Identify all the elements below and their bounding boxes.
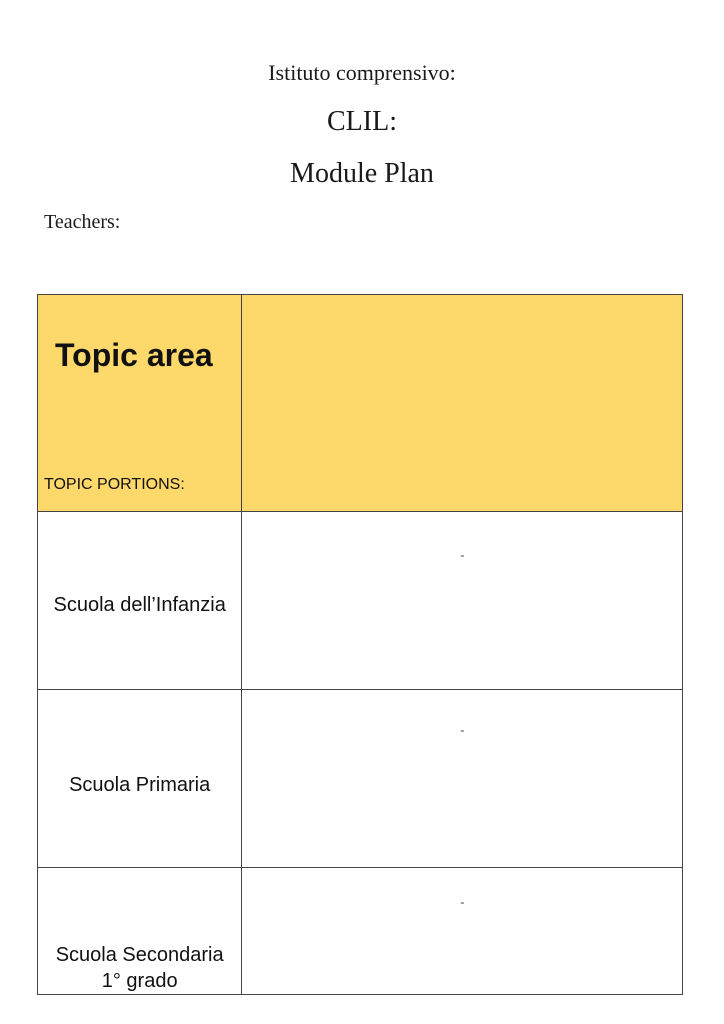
- module-plan-title: Module Plan: [290, 158, 434, 189]
- level-label-primaria: Scuola Primaria: [69, 774, 211, 796]
- level-label-cell: [38, 690, 242, 868]
- level-value-cell[interactable]: [242, 690, 683, 868]
- table-row: [38, 868, 683, 995]
- table-row: [38, 690, 683, 868]
- topic-area-row: [38, 295, 683, 512]
- clil-heading: CLIL:: [327, 106, 397, 137]
- teachers-label: Teachers:: [44, 211, 121, 233]
- topic-portions-label: TOPIC PORTIONS:: [44, 476, 185, 493]
- level-value-secondaria: -: [460, 895, 465, 909]
- level-label-cell: [38, 512, 242, 690]
- level-value-cell[interactable]: [242, 512, 683, 690]
- level-value-infanzia: -: [460, 548, 465, 562]
- institute-heading: Istituto comprensivo:: [268, 60, 456, 85]
- topic-area-label-cell: [38, 295, 242, 512]
- topic-area-title: Topic area: [55, 337, 213, 373]
- level-label-cell: [38, 868, 242, 995]
- module-plan-table: [37, 294, 683, 995]
- level-label-infanzia: Scuola dell’Infanzia: [53, 594, 226, 616]
- level-value-primaria: -: [460, 723, 465, 737]
- level-label-secondaria: Scuola Secondaria 1° grado: [55, 944, 224, 992]
- table-row: [38, 512, 683, 690]
- topic-area-value-cell[interactable]: [242, 295, 683, 512]
- level-value-cell[interactable]: [242, 868, 683, 995]
